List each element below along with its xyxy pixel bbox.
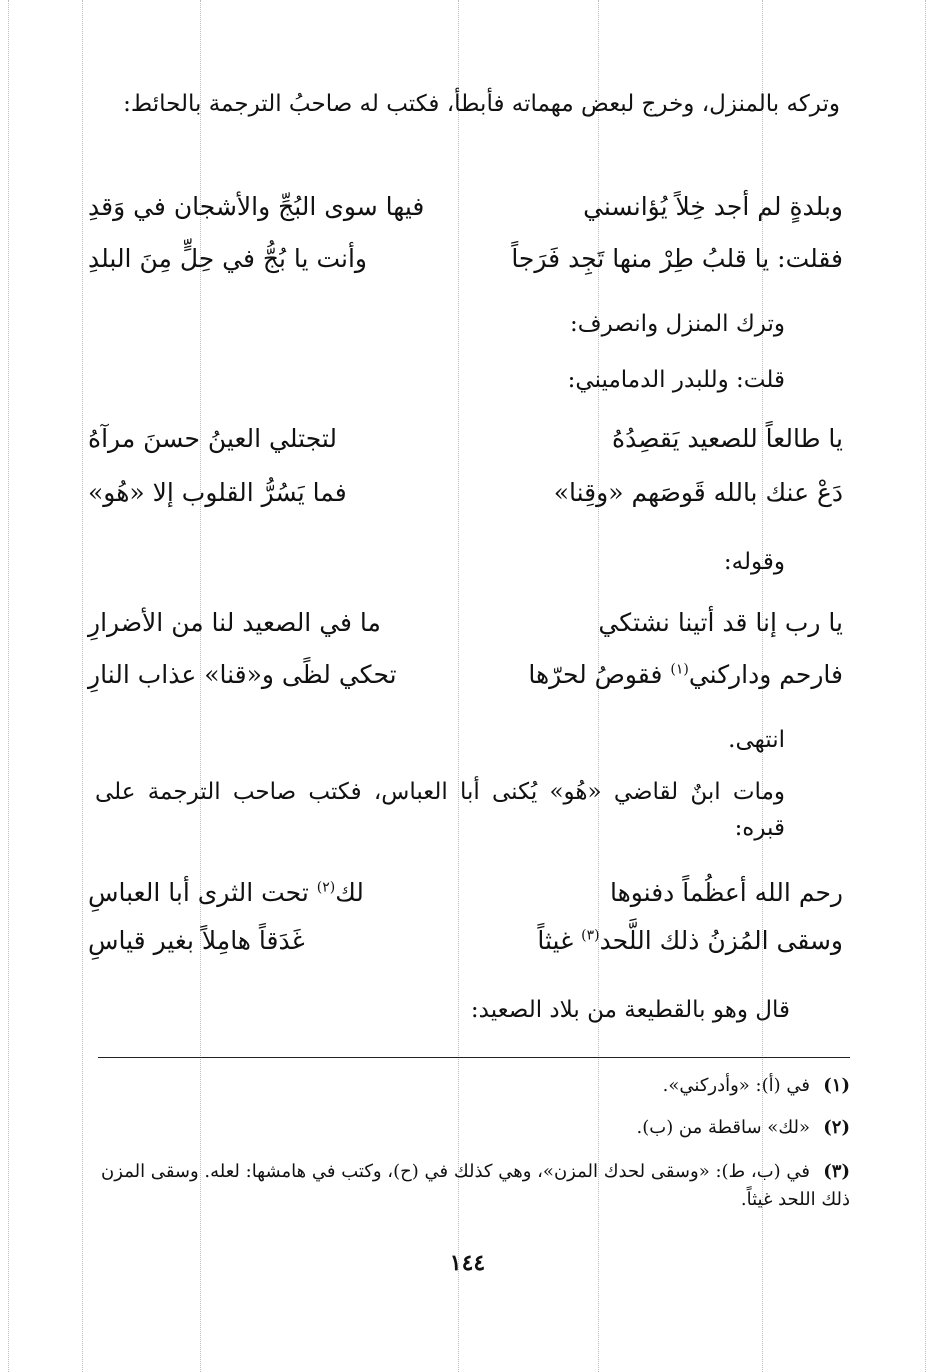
footnote-number: (١) xyxy=(823,1075,850,1096)
verse-second-hemistich: فما يَسُرُّ القلوب إلا «هُو» xyxy=(88,478,347,507)
footnote-number: (٣) xyxy=(823,1161,850,1182)
verse-first-hemistich: رحم الله أعظُماً دفنوها xyxy=(609,878,843,907)
verse-line xyxy=(88,878,843,918)
footnote-text: في (أ): «وأدركني». xyxy=(662,1075,810,1096)
paragraph-death: ومات ابنٌ لقاضي «هُو» يُكنى أبا العباس، فكتب صاحب الترجمة على قبره: xyxy=(95,779,785,841)
paragraph-intro: وتركه بالمنزل، وخرج لبعض مهماته فأبطأ، فكتب له صاحبُ الترجمة بالحائط: xyxy=(123,91,840,117)
verse-second-hemistich: لتجتلي العينُ حسنَ مرآهُ xyxy=(88,424,338,453)
footnote-marker[interactable]: (١) xyxy=(670,661,689,678)
verse-first-hemistich: يا رب إنا قد أتينا نشتكي xyxy=(598,608,843,637)
verse-text: لك xyxy=(335,878,364,907)
verse-second-hemistich: وأنت يا بُجُّ في حِلٍّ مِنَ البلدِ xyxy=(88,244,367,273)
text-line: قلت: وللبدر الدماميني: xyxy=(567,367,785,393)
verse-second-hemistich: تحكي لظًى و«قنا» عذاب النارِ xyxy=(88,660,397,689)
verse-line xyxy=(88,660,843,700)
verse-second-hemistich: ما في الصعيد لنا من الأضرارِ xyxy=(88,608,381,637)
verse-first-hemistich: وبلدةٍ لم أجد خِلاً يُؤانسني xyxy=(583,192,843,221)
verse-second-hemistich xyxy=(88,878,364,907)
footnote-text: «لك» ساقطة من (ب). xyxy=(636,1117,810,1138)
verse-line xyxy=(88,244,843,284)
verse-line xyxy=(88,926,843,966)
text-line: انتهى. xyxy=(728,727,785,753)
verse-text: وسقى المُزنُ ذلك اللَّحد xyxy=(599,926,843,955)
verse-first-hemistich: دَعْ عنك بالله قَوصَهم «وقِنا» xyxy=(553,478,843,507)
footnote-separator xyxy=(98,1057,850,1058)
footnote xyxy=(80,1158,850,1214)
text-line: وقوله: xyxy=(723,549,785,575)
verse-first-hemistich: يا طالعاً للصعيد يَقصِدُهُ xyxy=(611,424,843,453)
verse-line xyxy=(88,478,843,518)
text-line: وترك المنزل وانصرف: xyxy=(570,311,785,337)
footnote xyxy=(80,1072,850,1100)
verse-line xyxy=(88,192,843,232)
footnote-text: في (ب، ط): «وسقى لحدك المزن»، وهي كذلك في (ح)، وكتب في هامشها: لعله. وسقى المزن ذلك اللحد غيثاً. xyxy=(101,1161,850,1210)
verse-first-hemistich xyxy=(528,660,843,689)
verse-text: فارحم وداركني xyxy=(688,660,843,689)
footnote xyxy=(80,1114,850,1142)
verse-text: تحت الثرى أبا العباسِ xyxy=(88,878,317,907)
footnote-marker[interactable]: (٢) xyxy=(316,879,336,896)
verse-first-hemistich xyxy=(537,926,843,955)
footnote-number: (٢) xyxy=(823,1117,850,1138)
verse-second-hemistich: فيها سوى البُجِّ والأشجان في وَقدِ xyxy=(88,192,425,221)
footnote-marker[interactable]: (٣) xyxy=(581,927,600,944)
verse-text: غيثاً xyxy=(537,926,582,955)
text-line: قال وهو بالقطيعة من بلاد الصعيد: xyxy=(470,997,790,1023)
page-number: ١٤٤ xyxy=(449,1250,486,1276)
verse-first-hemistich: فقلت: يا قلبُ طِرْ منها تَجِد فَرَجاً xyxy=(511,244,843,273)
verse-line xyxy=(88,608,843,648)
verse-text: فقوصُ لحرّها xyxy=(528,660,671,689)
verse-second-hemistich: غَدَقاً هامِلاً بغير قياسِ xyxy=(88,926,305,955)
verse-line xyxy=(88,424,843,464)
